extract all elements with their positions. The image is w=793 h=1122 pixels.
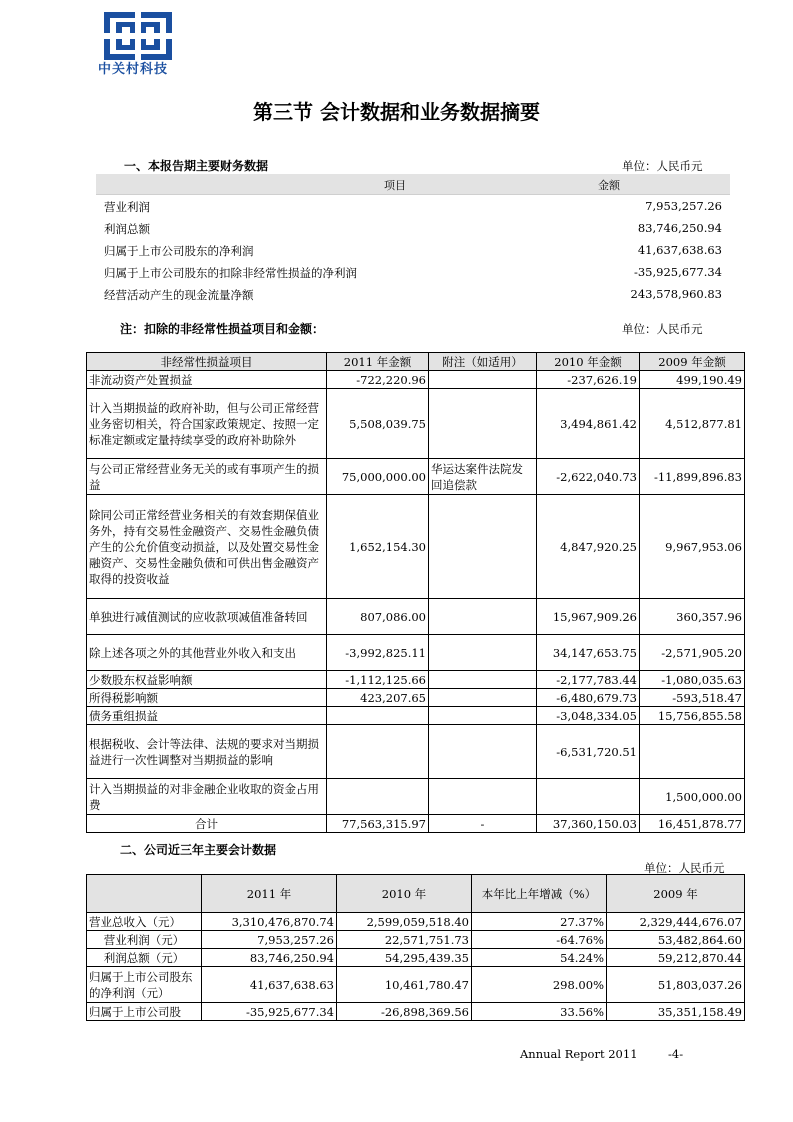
col-header-item: 项目 [384, 179, 406, 192]
cell-change: 54.24% [472, 949, 607, 967]
cell-2010: 15,967,909.26 [537, 599, 640, 635]
row-label: 营业利润 [104, 200, 150, 214]
total-label: 合计 [87, 815, 327, 833]
table-row [87, 689, 745, 707]
cell-2011: 1,652,154.30 [327, 495, 429, 599]
non-recurring-table [86, 352, 745, 833]
cell-note [429, 707, 537, 725]
cell-2009 [640, 725, 745, 779]
cell-2011 [327, 725, 429, 779]
cell-2011: 807,086.00 [327, 599, 429, 635]
cell-2011: 41,637,638.63 [202, 967, 337, 1003]
table-row [96, 283, 730, 305]
row-item: 计入当期损益的对非金融企业收取的资金占用费 [87, 779, 327, 815]
cell-2009: 4,512,877.81 [640, 389, 745, 459]
row-item: 债务重组损益 [87, 707, 327, 725]
cell-2011: -1,112,125.66 [327, 671, 429, 689]
table-row [96, 261, 730, 283]
cell-note [429, 371, 537, 389]
total-note: - [429, 815, 537, 833]
cell-2009: -593,518.47 [640, 689, 745, 707]
note-heading: 注：扣除的非经常性损益项目和金额： [120, 322, 325, 336]
row-item: 除上述各项之外的其他营业外收入和支出 [87, 635, 327, 671]
cell-2011: 423,207.65 [327, 689, 429, 707]
cell-change: 298.00% [472, 967, 607, 1003]
cell-2010: -237,626.19 [537, 371, 640, 389]
cell-note [429, 779, 537, 815]
col-header: 本年比上年增减（%） [472, 875, 607, 913]
cell-note [429, 495, 537, 599]
cell-2010: -26,898,369.56 [337, 1003, 472, 1021]
cell-note: 华运达案件法院发回追偿款 [429, 459, 537, 495]
col-header: 2009 年 [607, 875, 745, 913]
row-item: 所得税影响额 [87, 689, 327, 707]
col-header: 2010 年金额 [537, 353, 640, 371]
cell-2009: 9,967,953.06 [640, 495, 745, 599]
cell-2011: 3,310,476,870.74 [202, 913, 337, 931]
cell-2009: 35,351,158.49 [607, 1003, 745, 1021]
row-item: 计入当期损益的政府补助，但与公司正常经营业务密切相关，符合国家政策规定、按照一定标准定额或定量持续享受的政府补助除外 [87, 389, 327, 459]
total-2009: 16,451,878.77 [640, 815, 745, 833]
cell-2011: 7,953,257.26 [202, 931, 337, 949]
cell-change: 27.37% [472, 913, 607, 931]
cell-2010: 3,494,861.42 [537, 389, 640, 459]
row-item: 营业总收入（元） [87, 913, 202, 931]
row-value: 41,637,638.63 [637, 243, 722, 257]
cell-2011: 75,000,000.00 [327, 459, 429, 495]
section1-heading: 一、本报告期主要财务数据 [124, 159, 269, 173]
total-2011: 77,563,315.97 [327, 815, 429, 833]
row-value: 7,953,257.26 [645, 199, 722, 213]
cell-note [429, 671, 537, 689]
cell-note [429, 389, 537, 459]
cell-2009: 2,329,444,676.07 [607, 913, 745, 931]
row-item: 除同公司正常经营业务相关的有效套期保值业务外，持有交易性金融资产、交易性金融负债产生的公允价值变动损益，以及处置交易性金融资产、交易性金融负债和可供出售金融资产取得的投资收益 [87, 495, 327, 599]
row-label: 归属于上市公司股东的净利润 [104, 244, 254, 258]
cell-2011 [327, 707, 429, 725]
row-label: 利润总额 [104, 222, 150, 236]
section1-unit: 单位：人民币元 [622, 159, 703, 173]
table-header [96, 174, 730, 195]
cell-note [429, 689, 537, 707]
col-header: 非经常性损益项目 [87, 353, 327, 371]
cell-2009: 59,212,870.44 [607, 949, 745, 967]
cell-change: 33.56% [472, 1003, 607, 1021]
table-row [87, 671, 745, 689]
row-item: 非流动资产处置损益 [87, 371, 327, 389]
footer-text: Annual Report 2011 [520, 1047, 638, 1061]
logo-icon [104, 12, 172, 60]
section2-unit: 单位：人民币元 [644, 861, 725, 875]
table-row [87, 495, 745, 599]
cell-2009: 1,500,000.00 [640, 779, 745, 815]
cell-note [429, 599, 537, 635]
cell-2010: 22,571,751.73 [337, 931, 472, 949]
col-header: 2011 年 [202, 875, 337, 913]
logo-text: 中关村科技 [98, 62, 169, 77]
cell-2010: -3,048,334.05 [537, 707, 640, 725]
table-row [87, 913, 745, 931]
table-row [87, 635, 745, 671]
cell-2010: 2,599,059,518.40 [337, 913, 472, 931]
total-2010: 37,360,150.03 [537, 815, 640, 833]
cell-2010: -2,622,040.73 [537, 459, 640, 495]
cell-2009: 499,190.49 [640, 371, 745, 389]
cell-2010: 34,147,653.75 [537, 635, 640, 671]
table-row [87, 725, 745, 779]
row-item: 营业利润（元） [87, 931, 202, 949]
row-label: 经营活动产生的现金流量净额 [104, 288, 254, 302]
cell-2010: -6,480,679.73 [537, 689, 640, 707]
row-value: -35,925,677.34 [633, 265, 722, 279]
cell-2011: 83,746,250.94 [202, 949, 337, 967]
row-item: 与公司正常经营业务无关的或有事项产生的损益 [87, 459, 327, 495]
note-unit: 单位：人民币元 [622, 322, 703, 336]
cell-2011: -35,925,677.34 [202, 1003, 337, 1021]
row-item: 利润总额（元） [87, 949, 202, 967]
cell-2009: 15,756,855.58 [640, 707, 745, 725]
key-financial-table [96, 174, 730, 305]
table-header [87, 875, 745, 913]
cell-2011: -722,220.96 [327, 371, 429, 389]
row-value: 243,578,960.83 [630, 287, 722, 301]
cell-note [429, 635, 537, 671]
cell-note [429, 725, 537, 779]
table-row [96, 195, 730, 217]
table-row [87, 599, 745, 635]
table-total-row [87, 815, 745, 833]
row-item: 归属于上市公司股东的净利润（元） [87, 967, 202, 1003]
table-row [87, 949, 745, 967]
cell-2009: 53,482,864.60 [607, 931, 745, 949]
cell-2011 [327, 779, 429, 815]
table-row [87, 459, 745, 495]
table-row [87, 1003, 745, 1021]
col-header: 2009 年金额 [640, 353, 745, 371]
table-row [87, 707, 745, 725]
table-row [87, 931, 745, 949]
page-number: -4- [668, 1047, 684, 1061]
col-header-amount: 金额 [598, 179, 620, 192]
cell-change: -64.76% [472, 931, 607, 949]
cell-2010: 4,847,920.25 [537, 495, 640, 599]
row-value: 83,746,250.94 [637, 221, 722, 235]
cell-2011: -3,992,825.11 [327, 635, 429, 671]
table-row [96, 217, 730, 239]
row-item: 少数股东权益影响额 [87, 671, 327, 689]
row-item: 根据税收、会计等法律、法规的要求对当期损益进行一次性调整对当期损益的影响 [87, 725, 327, 779]
table-header [87, 353, 745, 371]
col-header: 2010 年 [337, 875, 472, 913]
cell-2009: -2,571,905.20 [640, 635, 745, 671]
table-row [87, 371, 745, 389]
section2-heading: 二、公司近三年主要会计数据 [120, 843, 277, 857]
table-row [87, 389, 745, 459]
col-header [87, 875, 202, 913]
table-row [96, 239, 730, 261]
cell-2009: -11,899,896.83 [640, 459, 745, 495]
cell-2011: 5,508,039.75 [327, 389, 429, 459]
cell-2010: -6,531,720.51 [537, 725, 640, 779]
table-row [87, 967, 745, 1003]
page-title: 第三节 会计数据和业务数据摘要 [253, 100, 540, 124]
cell-2010 [537, 779, 640, 815]
row-label: 归属于上市公司股东的扣除非经常性损益的净利润 [104, 266, 357, 280]
col-header: 2011 年金额 [327, 353, 429, 371]
cell-2009: 360,357.96 [640, 599, 745, 635]
row-item: 归属于上市公司股 [87, 1003, 202, 1021]
cell-2009: -1,080,035.63 [640, 671, 745, 689]
cell-2010: 54,295,439.35 [337, 949, 472, 967]
col-header: 附注（如适用） [429, 353, 537, 371]
three-year-table [86, 874, 745, 1021]
row-item: 单独进行减值测试的应收款项减值准备转回 [87, 599, 327, 635]
cell-2009: 51,803,037.26 [607, 967, 745, 1003]
cell-2010: -2,177,783.44 [537, 671, 640, 689]
cell-2010: 10,461,780.47 [337, 967, 472, 1003]
table-row [87, 779, 745, 815]
